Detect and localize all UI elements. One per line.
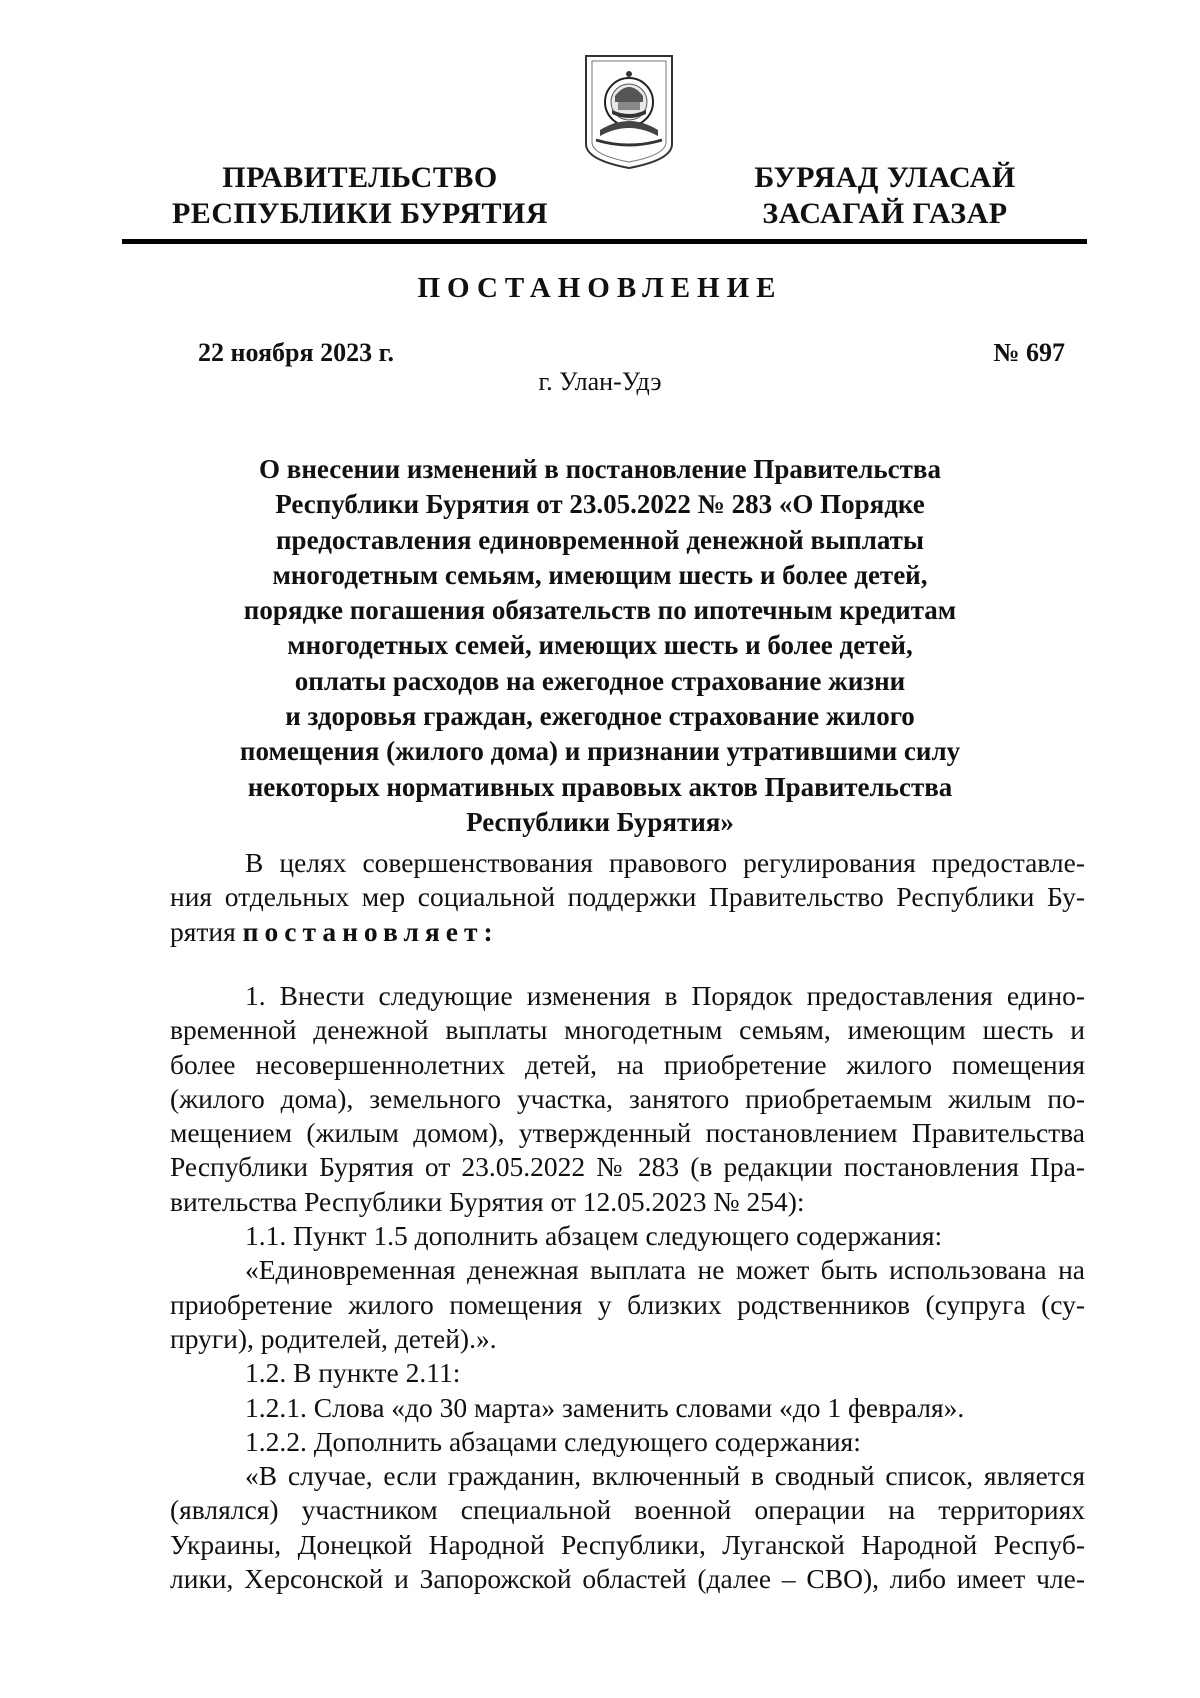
title-line: предоставления единовременной денежной выплаты (276, 524, 924, 555)
text-line: временной денежной выплаты многодетным семьям, имеющим шесть и (170, 1014, 1085, 1046)
document-city: г. Улан-Удэ (538, 367, 662, 396)
title-line: и здоровья граждан, ежегодное страхование жилого (285, 701, 915, 732)
text-line: «В случае, если гражданин, включенный в сводный список, является (245, 1460, 1085, 1492)
text-line: вительства Республики Бурятия от 12.05.2023 № 254): (170, 1185, 805, 1217)
text-line: В целях совершенствования правового регулирования предоставле- (245, 847, 1085, 878)
title-line: многодетным семьям, имеющим шесть и более детей, (272, 559, 928, 590)
title-line: оплаты расходов на ежегодное страхование жизни (294, 665, 906, 696)
item-1-2-1: 1.2.1. Слова «до 30 марта» заменить словами «до 1 февраля». (245, 1391, 965, 1423)
coat-of-arms-emblem (582, 52, 676, 170)
text-line: «Единовременная денежная выплата не может быть использована на (245, 1254, 1085, 1286)
document-type: ПОСТАНОВЛЕНИЕ (417, 272, 783, 304)
item-1-2-2: 1.2.2. Дополнить абзацами следующего содержания: (245, 1425, 861, 1457)
text-line: ния отдельных мер социальной поддержки Правительство Республики Бу- (170, 881, 1085, 913)
text-line: Украины, Донецкой Народной Республики, Луганской Народной Респуб- (170, 1528, 1085, 1560)
preamble-paragraph (170, 846, 1085, 949)
title-line: Республики Бурятия от 23.05.2022 № 283 «О Порядке (275, 489, 925, 520)
title-line: некоторых нормативных правовых актов Правительства (247, 771, 953, 802)
title-line: О внесении изменений в постановление Правительства (259, 454, 941, 484)
header-divider (122, 239, 1087, 244)
text-fragment: рятия (170, 915, 243, 947)
text-line: Республики Бурятия от 23.05.2022 № 283 (в редакции постановления Пра- (170, 1151, 1085, 1183)
title-line: многодетных семей, имеющих шесть и более детей, (287, 630, 913, 661)
title-line: порядке погашения обязательств по ипотечным кредитам (243, 595, 957, 626)
government-name-buryat: БУРЯАД УЛАСАЙ ЗАСАГАЙ ГАЗАР (754, 161, 1016, 230)
item-1-1: 1.1. Пункт 1.5 дополнить абзацем следующего содержания: (245, 1220, 943, 1252)
text-line: 1. Внести следующие изменения в Порядок предоставления едино- (245, 980, 1085, 1011)
item-1-2: 1.2. В пункте 2.11: (245, 1357, 461, 1389)
document-number: № 697 (993, 338, 1065, 367)
text-line: мещением (жилым домом), утвержденный постановлением Правительства (170, 1117, 1085, 1149)
government-name-russian: ПРАВИТЕЛЬСТВО РЕСПУБЛИКИ БУРЯТИЯ (171, 161, 549, 230)
text-line: (жилого дома), земельного участка, занятого приобретаемым жилым по- (170, 1082, 1085, 1114)
title-line: помещения (жилого дома) и признании утратившими силу (239, 736, 961, 767)
text-line: приобретение жилого помещения у близких родственников (супруга (су- (170, 1288, 1085, 1320)
resolves-word: постановляет: (242, 915, 499, 947)
item-1-paragraph (170, 979, 1085, 1596)
text-line: более несовершеннолетних детей, на приобретение жилого помещения (170, 1048, 1085, 1080)
text-line (170, 915, 1085, 949)
document-title (180, 452, 1020, 840)
text-line: лики, Херсонской и Запорожской областей (далее – СВО), либо имеет чле- (170, 1563, 1085, 1595)
document-date: 22 ноября 2023 г. (198, 338, 394, 367)
title-line: Республики Бурятия» (466, 806, 734, 837)
text-line: пруги), родителей, детей).». (170, 1322, 497, 1354)
text-line: (являлся) участником специальной военной операции на территориях (170, 1494, 1085, 1526)
